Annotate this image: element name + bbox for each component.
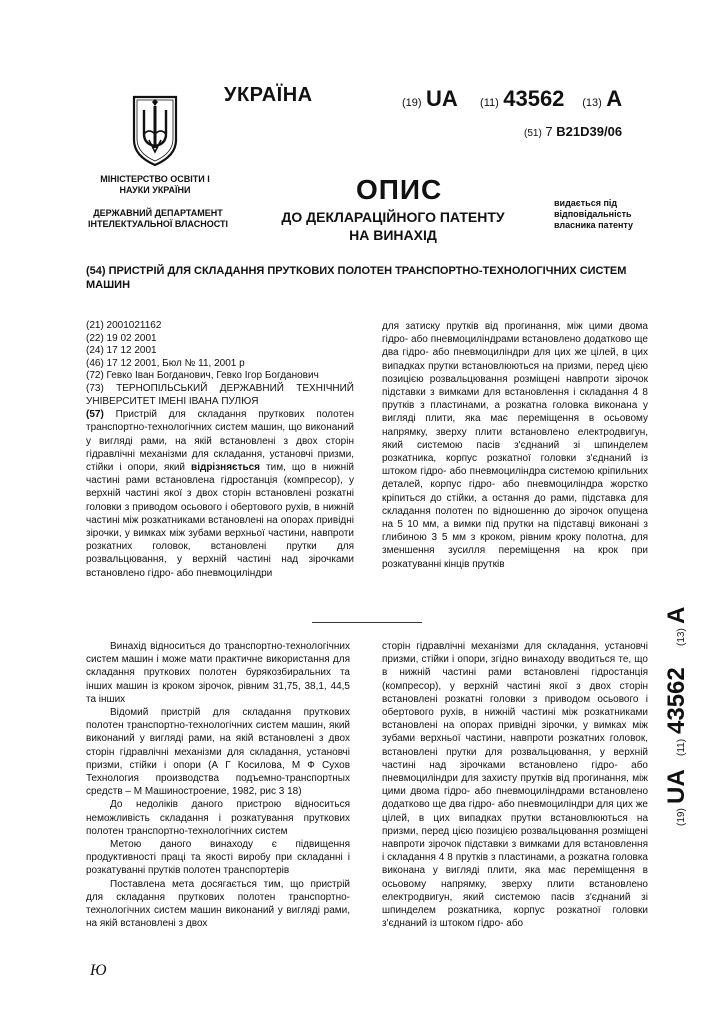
- code-11: (11): [480, 97, 499, 109]
- invention-title: (54) ПРИСТРІЙ ДЛЯ СКЛАДАННЯ ПРУТКОВИХ ПОЛОТЕН ТРАНСПОРТНО-ТЕХНОЛОГІЧНИХ СИСТЕМ МАШИН: [86, 265, 627, 291]
- ipc-edition: 7: [545, 124, 553, 139]
- claim-emphasis: відрізняється: [191, 461, 261, 473]
- side-code-13: (13): [676, 628, 687, 646]
- desc-paragraph-4: Метою даного винаходу є підвищення продуктивності праці та якості виробу при складанні і розкатуванні прутків полотен транспортерів: [86, 839, 350, 877]
- code-51: (51): [524, 128, 542, 139]
- trident-emblem-icon: [131, 94, 179, 168]
- desc-paragraph-6: сторін гідравлічні механізми для складання, установчі призми, стійки і опори, згідно винаходу вводиться те, що в нижній частині рами встановлені гідростанція (компресор), у верхній частині якої з двох сторін встановлені розкатні головки з приводом осьового і обертового рухів, в нижній частині між розкатниками встановлені на опорах привідні зірочки, у вимках між зубами верхньої частини, навпроти розкатних головок, встановлені прутки для розвальцювання, у верхній частині над зірочками встановлено гідро- або пневмоциліндри для захисту прутків від прогинання, між цими двома гідро- або пневмоциліндрами встановлено додатково ще два гідро- або пневмоциліндри для цих же цілей, в цих випадках прутки встановлюються на призми, перед цією позицією розвальцювання розміщені навпроти зірочок підставки з вимками для встановлення і складання 4 8 прутків з пластинами, а розкатна головка виконана у вигляді плити, яка має переміщення в осьовому напрямку, зверху плити встановлено електродвигун, який системою пасів з'єднаний зі шпинделем розкатника, корпус розкатної головки з'єднаний із штоком гідро- або: [382, 641, 648, 930]
- claim-part2: тим, що в нижній частині рами встановлена гідростанція (компресор), у верхній частині якої з двох сторін встановлені розкатні головки з приводом осьового і обертового рухів, в нижній частині між розкатниками встановлені на опорах привідні зірочки, у вимках між зубами верхньої частини, навпроти розкатних головок, встановлені прутки для розвальцювання, у верхній частині над зірочками встановлено гідро- або пневмоциліндри: [86, 461, 355, 579]
- desc-paragraph-1: Винахід відноситься до транспортно-технологічних систем машин і може мати практичне використання для складання пруткових полотен бурякозбиральних та інших машин із кроком зірочок, рівним 31,75, 38,1, 44,5 та інших: [86, 641, 350, 705]
- claim-label: (57): [86, 409, 104, 421]
- field-72: (72) Гевко Іван Богданович, Гевко Ігор Богданович: [86, 370, 319, 382]
- column-4: [382, 640, 648, 930]
- desc-paragraph-2: Відомий пристрій для складання пруткових полотен транспортно-технологічних систем машин, який виконаний у вигляді рами, на якій встановлені з двох сторін гідравлічні механізми для складання, установчі призми, стійки і опори (А Г Косилова, М Ф Сухов Технология производства подъемно-транспортных средств – М Машиностроение, 1982, рис 3 18): [86, 707, 350, 798]
- department-name: ДЕРЖАВНИЙ ДЕПАРТАМЕНТ ІНТЕЛЕКТУАЛЬНОЇ ВЛАСНОСТІ: [88, 208, 228, 229]
- side-code-11: (11): [676, 738, 687, 756]
- doc-subtitle-line1: ДО ДЕКЛАРАЦІЙНОГО ПАТЕНТУ: [281, 209, 505, 225]
- ipc-class: [524, 124, 622, 139]
- column-1: [86, 320, 354, 580]
- country-name: УКРАЇНА: [224, 84, 313, 106]
- field-24: (24) 17 12 2001: [86, 345, 157, 357]
- side-code-19: (19): [676, 808, 687, 826]
- doc-subtitle-line2: НА ВИНАХІД: [349, 227, 437, 243]
- patent-number: 43562: [503, 86, 565, 111]
- page-number: Ю: [90, 962, 107, 979]
- code-19: (19): [402, 97, 422, 109]
- side-kind: A: [663, 606, 690, 624]
- claim-continuation: для затиску прутків від прогинання, між цими двома гідро- або пневмоциліндрами встановлено додатково ще два гідро- або пневмоциліндри для цих же цілей, в цих випадках прутки встановлюються на призми, перед цією позицією розвальцювання розміщені навпроти зірочок підставки з вимками для встановлення і складання 4 8 прутків з пластинами, а розкатна головка виконана у вигляді плити, яка має переміщення в осьовому напрямку, зверху плити встановлено електродвигун, який системою пасів з'єднаний зі шпинделем розкатника, корпус розкатної головки з'єднаний із штоком гідро- або пневмоциліндра системою кріпильних деталей, корпус гідро- або пневмоциліндра жорстко кріпиться до стійки, а остання до рами, підставка для складання полотен по відношенню до зірочок опущена на 5 10 мм, а вимки під прутки на підставці виконані з глибиною 3 5 мм з кроком, рівним кроку полотна, для зменшення зусилля переміщення на крок при розкатуванні кінців прутків: [382, 321, 648, 570]
- section-divider: [312, 622, 422, 623]
- doc-type: ОПИС: [356, 174, 443, 205]
- code-13: (13): [582, 97, 602, 109]
- field-73: (73) ТЕРНОПІЛЬСЬКИЙ ДЕРЖАВНИЙ ТЕХНІЧНИЙ УНІВЕРСИТЕТ ІМЕНІ ІВАНА ПУЛЮЯ: [86, 382, 354, 407]
- doc-subtitle: [264, 208, 522, 244]
- claim-part1: Пристрій для складання пруткових полотен транспортно-технологічних систем машин, що виконаний у вигляді рами, на якій встановлені з двох сторін гідравлічні механізми для складання, установчі призми, стійки і опори, який: [86, 409, 354, 473]
- claim-text: [86, 408, 354, 580]
- patent-id-row: [402, 86, 622, 112]
- ministry-name: МІНІСТЕРСТВО ОСВІТИ І НАУКИ УКРАЇНИ: [100, 174, 210, 195]
- bibliography: [86, 320, 354, 408]
- country-code: UA: [426, 86, 458, 111]
- field-22: (22) 19 02 2001: [86, 332, 157, 344]
- desc-paragraph-5: Поставлена мета досягається тим, що пристрій для складання пруткових полотен транспортно-технологічних систем машин виконаний у вигляді рами, на якій встановлені з двох: [86, 878, 350, 930]
- column-2: [382, 320, 648, 571]
- side-number: 43562: [663, 667, 690, 734]
- side-patent-number: [662, 580, 692, 830]
- side-country-code: UA: [663, 769, 690, 804]
- column-3: [86, 640, 350, 930]
- desc-paragraph-3: До недоліків даного пристрою відноситься неможливість складання і розкатування пруткових полотен транспортно-технологічних систем: [86, 799, 350, 837]
- patent-kind: A: [606, 86, 623, 111]
- field-21: (21) 2001021162: [86, 320, 162, 331]
- issued-note: видається під відповідальність власника патенту: [554, 198, 634, 230]
- ipc-code: B21D39/06: [556, 124, 623, 139]
- field-46: (46) 17 12 2001, Бюл № 11, 2001 р: [86, 357, 245, 369]
